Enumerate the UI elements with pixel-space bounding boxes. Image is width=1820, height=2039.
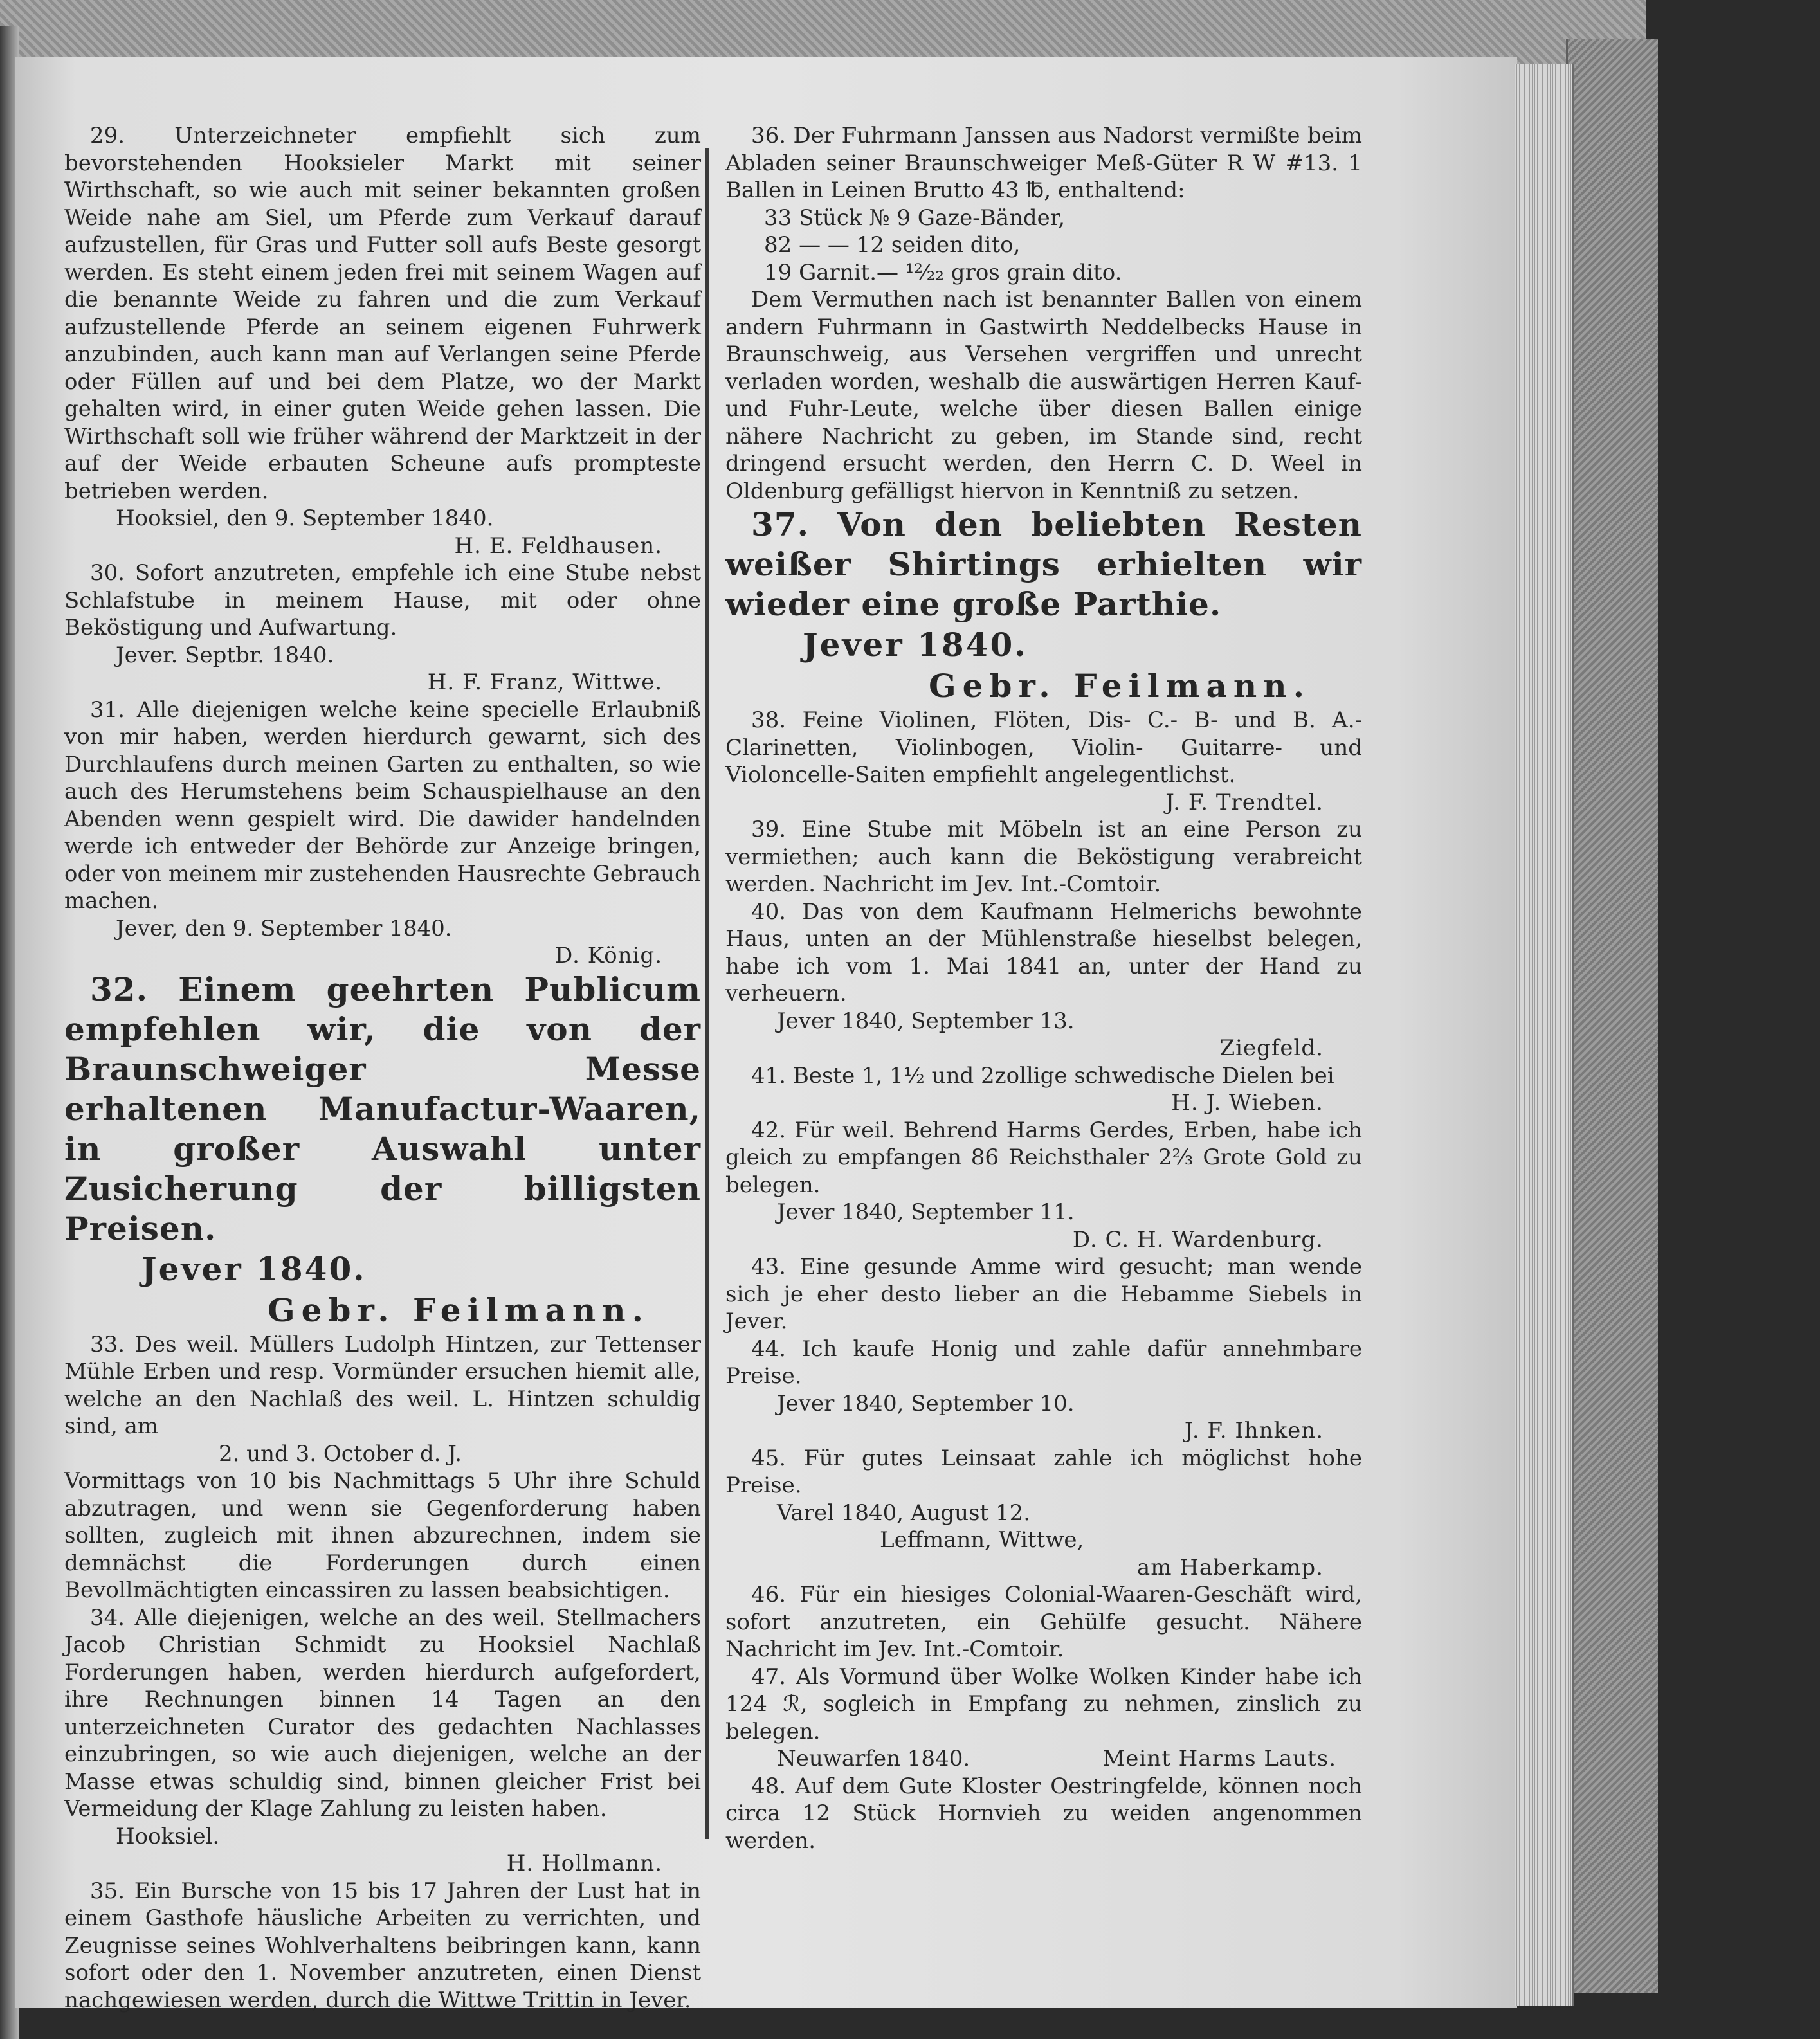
ad-46-text: 46. Für ein hiesiges Colonial-Waaren-Geschäft wird, sofort anzutreten, ein Gehülfe gesucht. Nähere Nachricht im Jev. Int.-Comtoir.: [725, 1582, 1362, 1662]
ad-29-signature: H. E. Feldhausen.: [454, 532, 662, 559]
ad-32-text: 32. Einem geehrten Publicum empfehlen wir, die von der Braunschweiger Messe erhaltenen Manufactur-Waaren, in großer Auswahl unter Zusicherung der billigsten Preisen.: [64, 970, 701, 1247]
ad-48: [725, 1773, 1362, 1855]
ad-37: [725, 505, 1362, 707]
ad-33-text: 33. Des weil. Müllers Ludolph Hintzen, zur Tettenser Mühle Erben und resp. Vormünder ersuchen hiemit alle, welche an den Nachlaß des weil. L. Hintzen schuldig sind, am: [64, 1331, 701, 1439]
ad-30: [64, 559, 701, 696]
ad-44-signature: J. F. Ihnken.: [1184, 1418, 1324, 1444]
ad-31: [64, 696, 701, 970]
ad-32-firm: Gebr. Feilmann.: [267, 1291, 650, 1329]
ad-41: [725, 1062, 1362, 1117]
ad-34-text: 34. Alle diejenigen, welche an des weil. Stellmachers Jacob Christian Schmidt zu Hooksiel Nachlaß Forderungen haben, werden hierdurch aufgefordert, ihre Rechnungen binnen 14 Tagen an den unterzeichneten Curator des gedachten Nachlasses einzubringen, so wie auch diejenigen, welche an der Masse etwas schuldig sind, binnen gleicher Frist bei Vermeidung der Klage Zahlung zu leisten haben.: [64, 1604, 701, 1822]
ad-44-dateline: Jever 1840, September 10.: [777, 1390, 1075, 1417]
ad-44: [725, 1336, 1362, 1445]
ad-32-place: Jever 1840.: [141, 1249, 367, 1288]
ad-35-text: 35. Ein Bursche von 15 bis 17 Jahren der Lust hat in einem Gasthofe häusliche Arbeiten zu verrichten, und Zeugnisse seines Wohlverhaltens beibringen kann, kann sofort oder den 1. November anzutreten, einen Dienst nachgewiesen werden, durch die Wittwe Trittin in Jever.: [64, 1878, 701, 2013]
ad-34-signature: H. Hollmann.: [506, 1851, 662, 1876]
ad-39-text: 39. Eine Stube mit Möbeln ist an eine Person zu vermiethen; auch kann die Beköstigung verabreicht werden. Nachricht im Jev. Int.-Comtoir.: [725, 817, 1362, 897]
ad-40: [725, 898, 1362, 1062]
ad-36-text: 36. Der Fuhrmann Janssen aus Nadorst vermißte beim Abladen seiner Braunschweiger Meß-Güter R W #13. 1 Ballen in Leinen Brutto 43 ℔, enthaltend:: [725, 123, 1362, 203]
ad-48-text: 48. Auf dem Gute Kloster Oestringfelde, können noch circa 12 Stück Hornvieh zu weiden angenommen werden.: [725, 1773, 1362, 1854]
ad-45-signature-address: am Haberkamp.: [1136, 1554, 1324, 1581]
ad-42-dateline: Jever 1840, September 11.: [777, 1199, 1075, 1225]
ad-47-footer: [725, 1745, 1362, 1773]
column-divider: [705, 148, 709, 1839]
ad-47: [725, 1663, 1362, 1773]
ad-44-text: 44. Ich kaufe Honig und zahle dafür annehmbare Preise.: [725, 1336, 1362, 1389]
ad-43: [725, 1253, 1362, 1336]
right-column: [725, 122, 1362, 1871]
ad-47-dateline: Neuwarfen 1840.: [777, 1746, 970, 1772]
ad-29: [64, 122, 701, 559]
ad-42-signature: D. C. H. Wardenburg.: [1072, 1226, 1324, 1253]
ad-45: [725, 1445, 1362, 1582]
ad-31-dateline: Jever, den 9. September 1840.: [116, 915, 452, 941]
ad-45-text: 45. Für gutes Leinsaat zahle ich möglichst hohe Preise.: [725, 1445, 1362, 1498]
ad-30-dateline: Jever. Septbr. 1840.: [116, 642, 334, 668]
ad-40-text: 40. Das von dem Kaufmann Helmerichs bewohnte Haus, unten an der Mühlenstraße hieselbst belegen, habe ich vom 1. Mai 1841 an, unter der Hand zu verheuern.: [725, 898, 1362, 1006]
ad-47-signature: Meint Harms Lauts.: [1102, 1746, 1336, 1772]
ad-37-text: 37. Von den beliebten Resten weißer Shirtings erhielten wir wieder eine große Parthie.: [725, 505, 1362, 623]
ad-32: [64, 970, 701, 1331]
left-column: [64, 122, 701, 2013]
ad-31-signature: D. König.: [555, 943, 662, 968]
ad-36-item: 33 Stück № 9 Gaze-Bänder,: [764, 204, 1066, 231]
ad-35: [64, 1878, 701, 2015]
ad-37-place: Jever 1840.: [803, 626, 1028, 664]
ad-42: [725, 1117, 1362, 1254]
ad-43-text: 43. Eine gesunde Amme wird gesucht; man wende sich je eher desto lieber an die Hebamme Siebels in Jever.: [725, 1254, 1362, 1334]
ad-39: [725, 816, 1362, 898]
ad-45-dateline: Varel 1840, August 12.: [777, 1500, 1031, 1526]
ad-42-text: 42. Für weil. Behrend Harms Gerdes, Erben, habe ich gleich zu empfangen 86 Reichsthaler 2⅔ Grote Gold zu belegen.: [725, 1117, 1362, 1198]
ad-36-item-list: [725, 204, 1362, 287]
ad-31-text: 31. Alle diejenigen welche keine specielle Erlaubniß von mir haben, werden hierdurch gewarnt, sich des Durchlaufens durch meinen Garten zu enthalten, so wie auch des Herumstehens beim Schauspielhause an den Abenden wenn gespielt wird. Die dawider handelnden werde ich entweder der Behörde zur Anzeige bringen, oder von meinem mir zustehenden Hausrechte Gebrauch machen.: [64, 696, 701, 914]
ad-38-signature: J. F. Trendtel.: [1165, 789, 1324, 815]
ad-33: [64, 1331, 701, 1604]
ad-33-text2: Vormittags von 10 bis Nachmittags 5 Uhr ihre Schuld abzutragen, und wenn sie Gegenforderung haben sollten, zugleich mit ihnen abzurechnen, indem sie demnächst die Forderungen durch einen Bevollmächtigten eincassiren zu lassen beabsichtigen.: [64, 1468, 701, 1603]
ad-38: [725, 707, 1362, 816]
ad-40-signature: Ziegfeld.: [1219, 1035, 1324, 1061]
ad-36: [725, 122, 1362, 505]
ad-30-text: 30. Sofort anzutreten, empfehle ich eine Stube nebst Schlafstube in meinem Hause, mit oder ohne Beköstigung und Aufwartung.: [64, 560, 701, 640]
ad-34: [64, 1604, 701, 1878]
ad-29-dateline: Hooksiel, den 9. September 1840.: [116, 505, 494, 531]
ad-38-text: 38. Feine Violinen, Flöten, Dis- C.- B- und B. A.- Clarinetten, Violinbogen, Violin- Guitarre- und Violoncelle-Saiten empfiehlt angelegentlichst.: [725, 707, 1362, 788]
ad-40-dateline: Jever 1840, September 13.: [777, 1008, 1075, 1034]
ad-29-text: 29. Unterzeichneter empfiehlt sich zum bevorstehenden Hooksieler Markt mit seiner Wirthschaft, so wie auch mit seiner bekannten großen Weide nahe am Siel, um Pferde zum Verkauf darauf aufzustellen, für Gras und Futter soll aufs Beste gesorgt werden. Es steht einem jeden frei mit seinem Wagen auf die benannte Weide zu fahren und die zum Verkauf aufzustellende Pferde an seinem eigenen Fuhrwerk anzubinden, auch kann man auf Verlangen seine Pferde oder Füllen auf und bei dem Platze, wo der Markt gehalten wird, in einer guten Weide gehen lassen. Die Wirthschaft soll wie früher während der Marktzeit in der auf der Weide erbauten Scheune aufs prompteste betrieben werden.: [64, 123, 701, 504]
ad-30-signature: H. F. Franz, Wittwe.: [427, 669, 662, 695]
ad-36-item: 19 Garnit.— ¹²⁄₂₂ gros grain dito.: [764, 259, 1122, 285]
ad-37-firm: Gebr. Feilmann.: [928, 667, 1311, 705]
ad-41-signature: H. J. Wieben.: [1171, 1090, 1324, 1116]
ad-45-signature: Leffmann, Wittwe,: [880, 1527, 1084, 1553]
book-cover-right: [1566, 39, 1658, 1993]
ad-41-text: 41. Beste 1, 1½ und 2zollige schwedische Dielen bei: [751, 1062, 1334, 1089]
ad-34-dateline: Hooksiel.: [116, 1823, 220, 1849]
ad-33-date: 2. und 3. October d. J.: [219, 1440, 462, 1467]
ad-46: [725, 1581, 1362, 1663]
ad-47-text: 47. Als Vormund über Wolke Wolken Kinder habe ich 124 ℛ, sogleich in Empfang zu nehmen, zinslich zu belegen.: [725, 1663, 1362, 1744]
ad-36-text2: Dem Vermuthen nach ist benannter Ballen von einem andern Fuhrmann in Gastwirth Neddelbecks Hause in Braunschweig, aus Versehen vergriffen und unrecht verladen worden, weshalb die auswärtigen Herren Kauf- und Fuhr-Leute, welche über diesen Ballen einige nähere Nachricht zu geben, im Stande sind, recht dringend ersucht werden, den Herrn C. D. Weel in Oldenburg gefälligst hiervon in Kenntniß zu setzen.: [725, 287, 1362, 504]
page-edges: [1515, 64, 1574, 2006]
ad-36-item: 82 — — 12 seiden dito,: [764, 232, 1021, 258]
